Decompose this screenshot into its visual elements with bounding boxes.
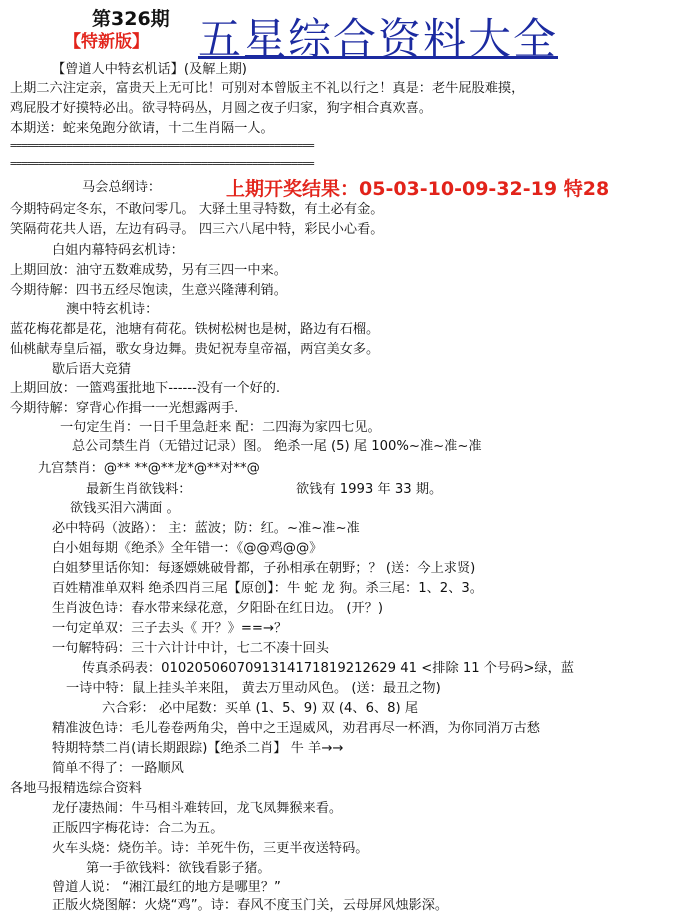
separator: ====================================================== [10, 157, 314, 170]
mahui-title: 马会总纲诗： [82, 180, 162, 195]
baigu-line: 今期待解：四书五经尽饱读，生意兴隆薄利销。 [10, 283, 287, 298]
mahui-line: 今期特码定冬东，不敢问零几。 大驿土里寻特数，有土必有金。 [10, 202, 384, 217]
yishi-zhongte: 一诗中特：鼠上挂头羊来阻， 黄去万里动风色。 (送：最丑之物) [66, 681, 441, 696]
last-draw-label: 上期开奖结果： [226, 178, 360, 200]
teqi-jin: 特期特禁二肖(请长期跟踪)【绝杀二肖】 牛 羊→→ [52, 741, 344, 756]
baixiaojie-line: 白小姐每期《绝杀》全年错一：《@@鸡@@》 [52, 541, 323, 556]
yuqian: 欲钱买泪六满面 。 [70, 501, 180, 516]
baigu-title: 白姐内幕特码玄机诗： [52, 243, 184, 258]
zuixin-value: 欲钱有 1993 年 33 期。 [296, 482, 443, 497]
issue-number: 第326期 [92, 8, 170, 30]
last-period-text-2: 鸡屁股才好摸特必出。欲寻特码丛，月圆之夜子归家，狗字相合真欢喜。 [10, 101, 432, 116]
jiugong-jin: 九宫禁肖：@** **@**龙*@**对**@ [38, 461, 260, 476]
baijie-dream: 白姐梦里话你知：每逐嫖姚破骨都，子孙相承在朝野；？ (送：今上求贤) [52, 561, 476, 576]
edition-badge: 【特新版】 [64, 32, 149, 52]
page-title: 五星综合资料大全 [198, 15, 558, 65]
shengxiao-bo: 生肖波色诗：春水带来绿花意，夕阳卧在红日边。 (开？) [52, 601, 383, 616]
huoche-line: 火车头烧：烧伤羊。诗：羊死牛伤，三更半夜送特码。 [52, 841, 369, 856]
diyishou-line: 第一手欲钱料：欲钱看影子猪。 [86, 861, 271, 876]
chuanqi-sha: 传真杀码表：0102050607091314171819212629 41 <排除 11 个号码>绿，蓝 [82, 661, 574, 676]
yiju-shengxiao: 一句定生肖：一日千里急赶来 配：二四海为家四七见。 [60, 420, 381, 435]
zengdao-said: 曾道人说： “湘江最红的地方是哪里？” [52, 880, 281, 895]
zuixin-label: 最新生肖欲钱料： [86, 482, 192, 497]
xiehouyu-title: 歇后语大竞猜 [52, 362, 132, 377]
aozhong-line: 蓝花梅花都是花，池塘有荷花。铁树松树也是树，路边有石榴。 [10, 322, 380, 337]
this-period-send: 本期送：蛇来兔跑分欲请，十二生肖隔一人。 [10, 121, 274, 136]
last-period-text: 上期二六注定亲，富贵天上无可比！可别对本曾版主不礼以行之！真是：老牛屁股难摸， [10, 81, 525, 96]
separator: ====================================================== [10, 139, 314, 152]
yiju-tema: 一句解特码：三十六计计中计，七二不凑十回头 [52, 641, 329, 656]
header [0, 0, 679, 65]
zonggongsi: 总公司禁生肖（无错过记录）图。 绝杀一尾 (5) 尾 100%~准~准~准 [72, 439, 482, 454]
xiehouyu-line: 上期回放：一篮鸡蛋批地下------没有一个好的. [10, 381, 281, 396]
yiju-danshuang: 一句定单双：三子去头《 开？》==→？ [52, 621, 288, 636]
zhengban-huo: 正版火烧图解：火烧“鸡”。诗：春风不度玉门关，云母屏风烛影深。 [52, 898, 449, 913]
last-draw-numbers: 05-03-10-09-32-19 [359, 178, 558, 200]
baigu-line: 上期回放：油守五数难成势，另有三四一中来。 [10, 263, 287, 278]
last-draw-result [226, 174, 609, 201]
bizhong-tema: 必中特码（波路）： 主：蓝波；防：红。~准~准~准 [52, 521, 360, 536]
xiehouyu-line: 今期待解：穿背心作揖一一光想露两手. [10, 401, 239, 416]
longzai-line: 龙仔凄热闹：牛马相斗难转回，龙飞凤舞猴来看。 [52, 801, 343, 816]
zhengban-mei: 正版四字梅花诗：合二为五。 [52, 821, 224, 836]
jiandan: 简单不得了：一路顺风 [52, 761, 184, 776]
baixing-line: 百姓精准单双料 绝杀四肖三尾【原创】：牛 蛇 龙 狗。杀三尾：1、2、3。 [52, 581, 483, 596]
last-draw-special: 特28 [563, 178, 610, 200]
zengdaoren-title: 【曾道人中特玄机话】(及解上期) [52, 62, 247, 77]
aozhong-line: 仙桃献寿皇后福，歌女身边舞。贵妃祝寿皇帝福，两宫美女多。 [10, 342, 380, 357]
liuhe-weishu: 六合彩： 必中尾数：买单 (1、5、9) 双 (4、6、8) 尾 [102, 701, 419, 716]
aozhong-title: 澳中特玄机诗： [66, 302, 159, 317]
gedi-title: 各地马报精选综合资料 [10, 781, 142, 796]
mahui-line: 笑隔荷花共人语，左边有码寻。 四三六八尾中特，彩民小心看。 [10, 222, 384, 237]
jingzhun-bo: 精准波色诗：毛儿卷卷两角尖，兽中之王逞威风，劝君再尽一杯酒，为你同消万古愁 [52, 721, 540, 736]
